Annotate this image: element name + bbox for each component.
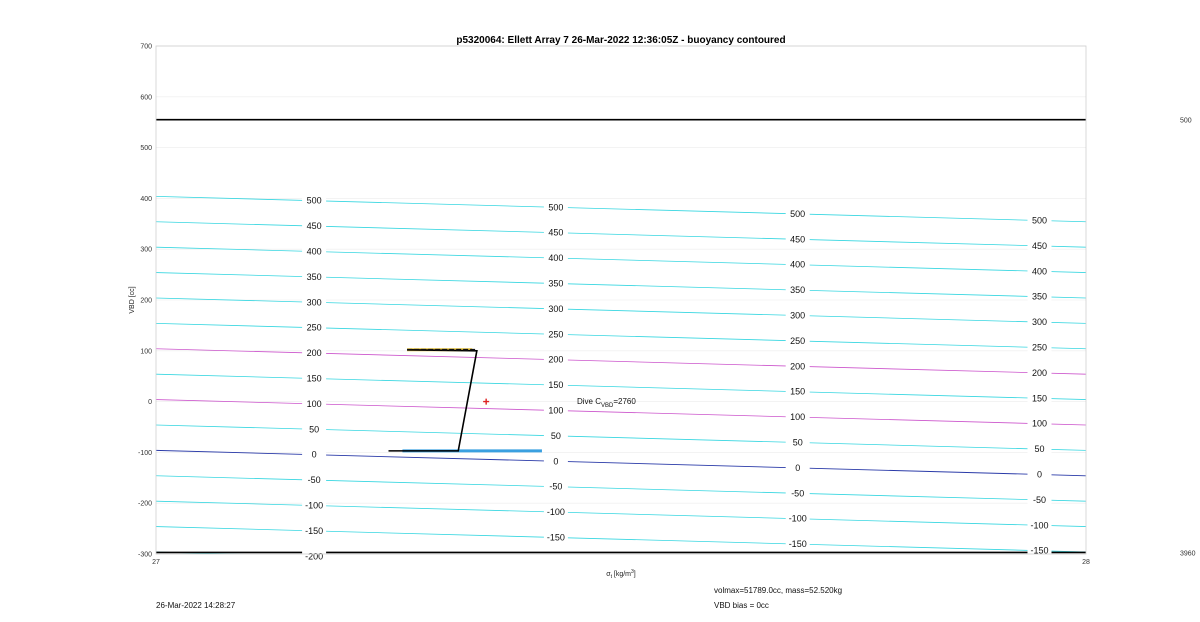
y-axis-label: VBD [cc]	[129, 286, 136, 314]
dive-trace	[389, 350, 477, 451]
contour-label: 500	[548, 202, 564, 213]
contour-label: 400	[790, 259, 806, 270]
cvbd-marker	[483, 399, 489, 405]
contour-label: -100	[788, 513, 807, 524]
contour-line	[156, 476, 1086, 501]
contour-line	[156, 298, 1086, 323]
contour-label: 50	[309, 424, 320, 435]
contour-label: 100	[790, 412, 806, 423]
contour-line	[156, 501, 1086, 526]
contour-label: 450	[790, 234, 806, 245]
contour-label: 250	[1031, 342, 1048, 353]
reference-line-label: 3960	[1180, 550, 1196, 558]
contour-label: 50	[550, 430, 561, 441]
contour-label: 300	[306, 297, 322, 308]
y-tick-label: 0	[148, 399, 152, 407]
y-tick-label: 300	[140, 246, 152, 254]
contour-label: -150	[788, 539, 807, 550]
contour-label: 200	[306, 348, 322, 359]
contour-line	[156, 374, 1086, 399]
contour-line	[156, 349, 1086, 374]
contour-label: -100	[1030, 520, 1049, 531]
contour-label: 250	[306, 322, 322, 333]
contour-label: -200	[305, 551, 324, 562]
dive-cvbd-annotation: Dive $C_{VBD}=2760$	[577, 397, 636, 409]
contour-label: 350	[1031, 291, 1048, 302]
y-tick-label: 200	[140, 297, 152, 305]
contour-label: -150	[546, 532, 565, 543]
contour-label: 100	[306, 398, 322, 409]
y-tick-label: -100	[137, 449, 152, 457]
contour-label: 50	[1034, 444, 1045, 455]
contour-label: 200	[548, 354, 564, 365]
contour-label: 0	[553, 456, 559, 467]
contour-label: -150	[305, 525, 324, 536]
y-axis-ticks	[138, 44, 152, 559]
contour-label: 400	[306, 246, 322, 257]
reference-line-label: 500	[1180, 117, 1192, 125]
x-tick-label: 27	[152, 559, 160, 566]
data-series	[389, 350, 542, 451]
contour-labels	[302, 196, 1051, 562]
contour-label: 150	[548, 380, 564, 391]
contour-line	[156, 247, 1086, 272]
contour-label: -50	[549, 481, 563, 492]
contour-label: 500	[1031, 215, 1048, 226]
contour-label: -50	[1032, 494, 1047, 505]
contour-label: 0	[311, 449, 317, 460]
contour-line	[156, 323, 1086, 348]
y-tick-label: 400	[140, 195, 152, 203]
contour-label: 0	[1036, 469, 1043, 480]
contour-line	[156, 527, 1086, 552]
contour-label: 0	[795, 462, 801, 473]
contour-label: 200	[1031, 367, 1048, 378]
grid	[156, 46, 1086, 554]
y-tick-label: 100	[140, 348, 152, 356]
contour-label: 300	[548, 303, 564, 314]
footer-volmax: volmax=51789.0cc, mass=52.520kg	[714, 586, 843, 595]
contour-label: 400	[548, 253, 564, 264]
contour-label: -50	[791, 488, 805, 499]
contour-label: 200	[790, 361, 806, 372]
contour-label: 350	[790, 285, 806, 296]
footer-timestamp: 26-Mar-2022 14:28:27	[156, 601, 236, 610]
contour-label: 350	[548, 278, 564, 289]
contour-label: 450	[1031, 240, 1048, 251]
y-tick-label: 700	[140, 43, 152, 51]
contour-label: -50	[307, 475, 321, 486]
contour-label: 400	[1031, 266, 1048, 277]
y-tick-label: -300	[137, 551, 152, 559]
contour-label: 250	[790, 335, 806, 346]
contour-line	[156, 196, 1086, 221]
chart-title: p5320064: Ellett Array 7 26-Mar-2022 12:36:05Z - buoyancy contoured	[456, 35, 786, 46]
contour-label: 450	[548, 227, 564, 238]
contour-label: 150	[306, 373, 322, 384]
footer-vbd-bias: VBD bias = 0cc	[714, 601, 769, 610]
x-tick-label: 28	[1082, 559, 1090, 566]
x-axis-ticks	[152, 559, 1090, 566]
contour-label: 100	[548, 405, 564, 416]
y-tick-label: 500	[140, 145, 152, 153]
contour-label: 50	[792, 437, 803, 448]
contour-line	[156, 450, 1086, 475]
contour-label: 150	[1031, 393, 1048, 404]
contour-label: 250	[548, 329, 564, 340]
contour-label: 350	[306, 271, 322, 282]
contour-label: -100	[305, 500, 324, 511]
contour-label: 450	[306, 221, 322, 232]
contour-label: 300	[1031, 317, 1048, 328]
contour-label: 300	[790, 310, 806, 321]
y-tick-label: -200	[137, 500, 152, 508]
contour-lines	[156, 196, 1086, 577]
contour-label: 500	[790, 208, 806, 219]
y-tick-label: 600	[140, 94, 152, 102]
contour-line	[156, 425, 1086, 450]
contour-label: 100	[1031, 418, 1048, 429]
contour-line	[156, 273, 1086, 298]
contour-label: 500	[306, 195, 322, 206]
contour-line	[156, 222, 1086, 247]
contour-label: -150	[1030, 545, 1049, 556]
contour-label: -100	[546, 507, 565, 518]
x-axis-label: $\sigma_t$ $[kg/m^3]$	[606, 569, 636, 580]
contour-label: 150	[790, 386, 806, 397]
